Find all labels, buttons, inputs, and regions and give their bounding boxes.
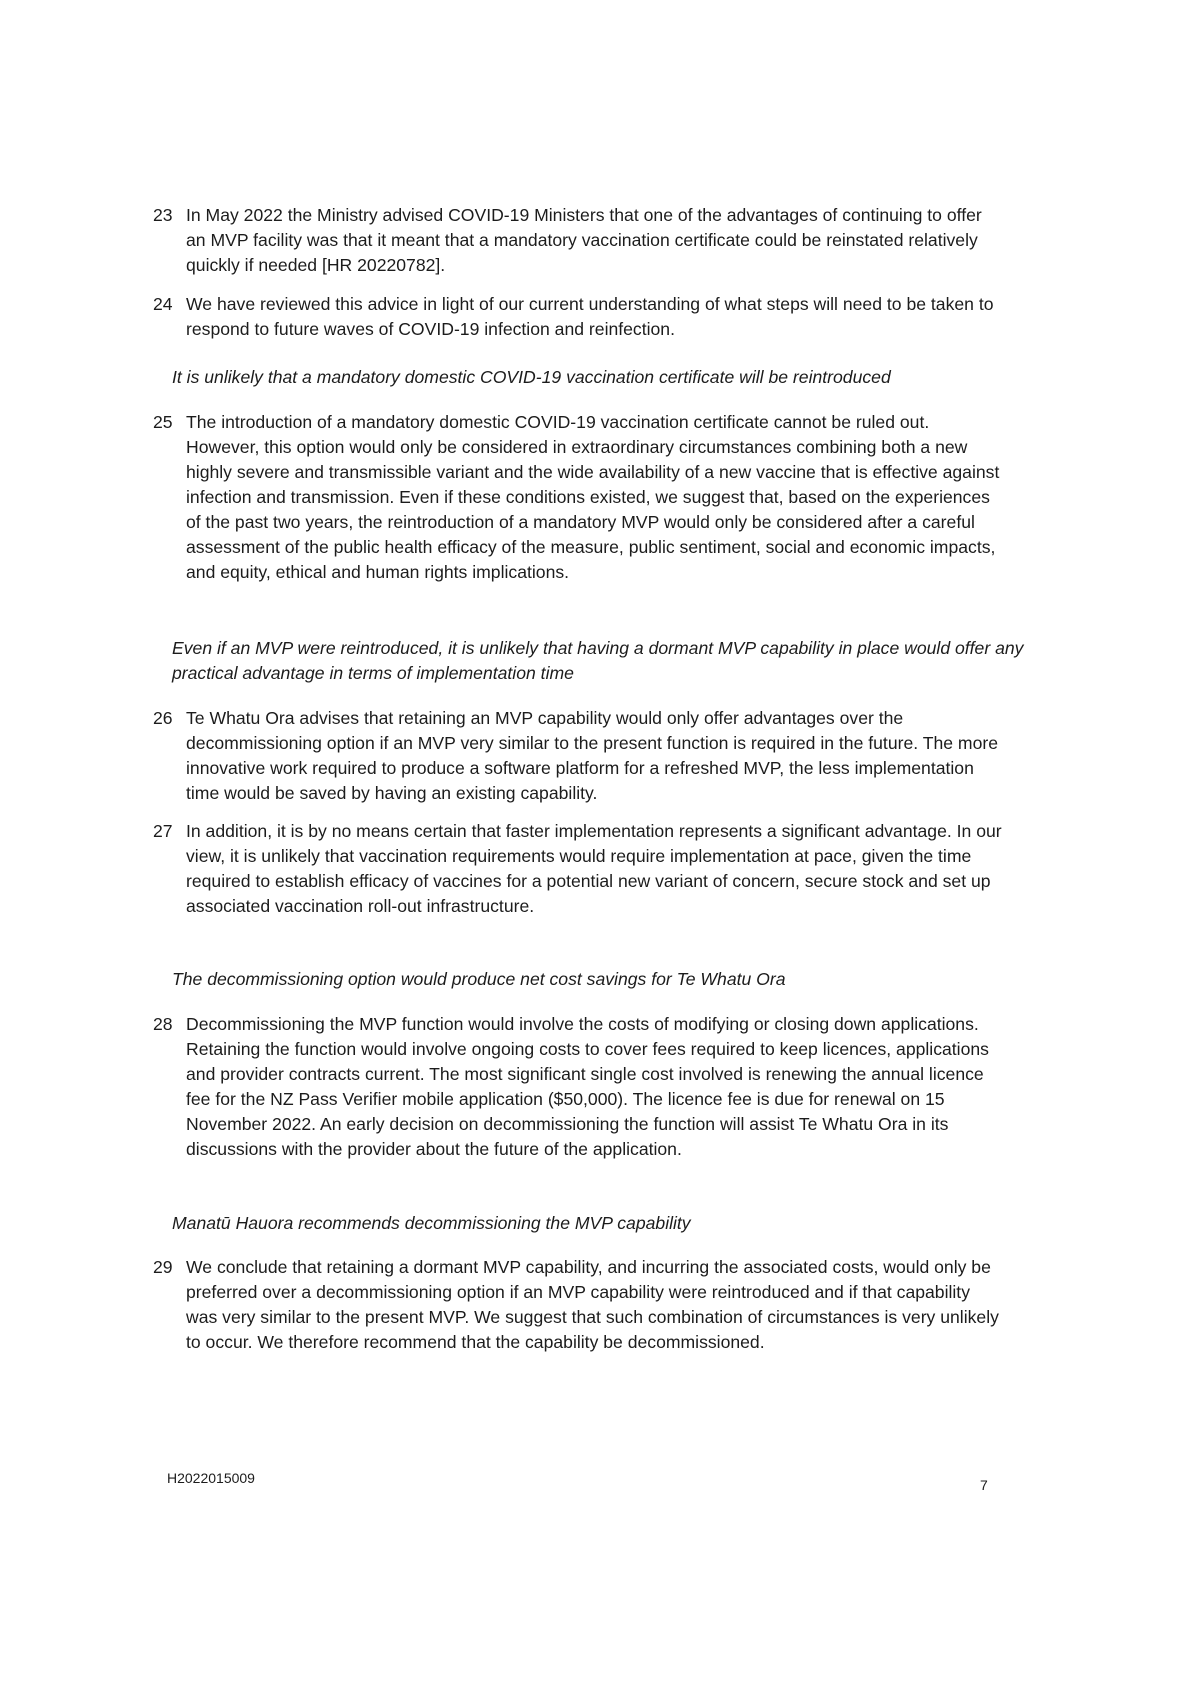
paragraph-text: Te Whatu Ora advises that retaining an MVP capability would only offer advantages over the decommissioning option if an MVP very similar to the present function is required in the future. The more innovative work required to produce a software platform for a refreshed MVP, the less implementation time would be saved by having an existing capability. <box>186 708 998 803</box>
paragraph-29 <box>153 1255 1006 1355</box>
paragraph-23 <box>153 203 1006 278</box>
document-reference: H2022015009 <box>167 1470 255 1486</box>
paragraph-26 <box>153 706 1006 806</box>
section-heading-no-practical-advantage: Even if an MVP were reintroduced, it is unlikely that having a dormant MVP capability in place would offer any practical advantage in terms of implementation time <box>172 638 1024 683</box>
paragraph-number: 25 <box>153 412 173 432</box>
paragraph-text: We conclude that retaining a dormant MVP capability, and incurring the associated costs, would only be preferred over a decommissioning option if an MVP capability were reintroduced and if that capability was very similar to the present MVP. We suggest that such combination of circumstances is very unlikely to occur. We therefore recommend that the capability be decommissioned. <box>186 1257 999 1352</box>
paragraph-text: The introduction of a mandatory domestic COVID-19 vaccination certificate cannot be ruled out. However, this option would only be considered in extraordinary circumstances combining both a new highly severe and transmissible variant and the wide availability of a new vaccine that is effective against infection and transmission. Even if these conditions existed, we suggest that, based on the experiences of the past two years, the reintroduction of a mandatory MVP would only be considered after a careful assessment of the public health efficacy of the measure, public sentiment, social and economic impacts, and equity, ethical and human rights implications. <box>186 412 1000 582</box>
paragraph-text: In May 2022 the Ministry advised COVID-19 Ministers that one of the advantages of continuing to offer an MVP facility was that it meant that a mandatory vaccination certificate could be reinstated relatively quickly if needed [HR 20220782]. <box>186 205 982 275</box>
page-number: 7 <box>980 1477 988 1493</box>
section-heading-net-cost-savings: The decommissioning option would produce net cost savings for Te Whatu Ora <box>172 969 786 989</box>
paragraph-number: 23 <box>153 205 173 225</box>
section-heading-unlikely-reintroduced: It is unlikely that a mandatory domestic COVID-19 vaccination certificate will be reintroduced <box>172 367 891 387</box>
paragraph-24 <box>153 292 1006 342</box>
paragraph-number: 29 <box>153 1257 173 1277</box>
paragraph-number: 27 <box>153 821 173 841</box>
paragraph-28 <box>153 1012 1006 1162</box>
paragraph-text: We have reviewed this advice in light of our current understanding of what steps will need to be taken to respond to future waves of COVID-19 infection and reinfection. <box>186 294 994 339</box>
paragraph-27 <box>153 819 1006 919</box>
paragraph-text: In addition, it is by no means certain that faster implementation represents a significant advantage. In our view, it is unlikely that vaccination requirements would require implementation at pace, given the time required to establish efficacy of vaccines for a potential new variant of concern, secure stock and set up associated vaccination roll-out infrastructure. <box>186 821 1002 916</box>
paragraph-number: 28 <box>153 1014 173 1034</box>
paragraph-text: Decommissioning the MVP function would involve the costs of modifying or closing down applications. Retaining the function would involve ongoing costs to cover fees required to keep licences, applications and provider contracts current. The most significant single cost involved is renewing the annual licence fee for the NZ Pass Verifier mobile application ($50,000). The licence fee is due for renewal on 15 November 2022. An early decision on decommissioning the function will assist Te Whatu Ora in its discussions with the provider about the future of the application. <box>186 1014 989 1159</box>
paragraph-number: 24 <box>153 294 173 314</box>
paragraph-number: 26 <box>153 708 173 728</box>
section-heading-recommendation: Manatū Hauora recommends decommissioning the MVP capability <box>172 1213 691 1233</box>
paragraph-25 <box>153 410 1006 585</box>
